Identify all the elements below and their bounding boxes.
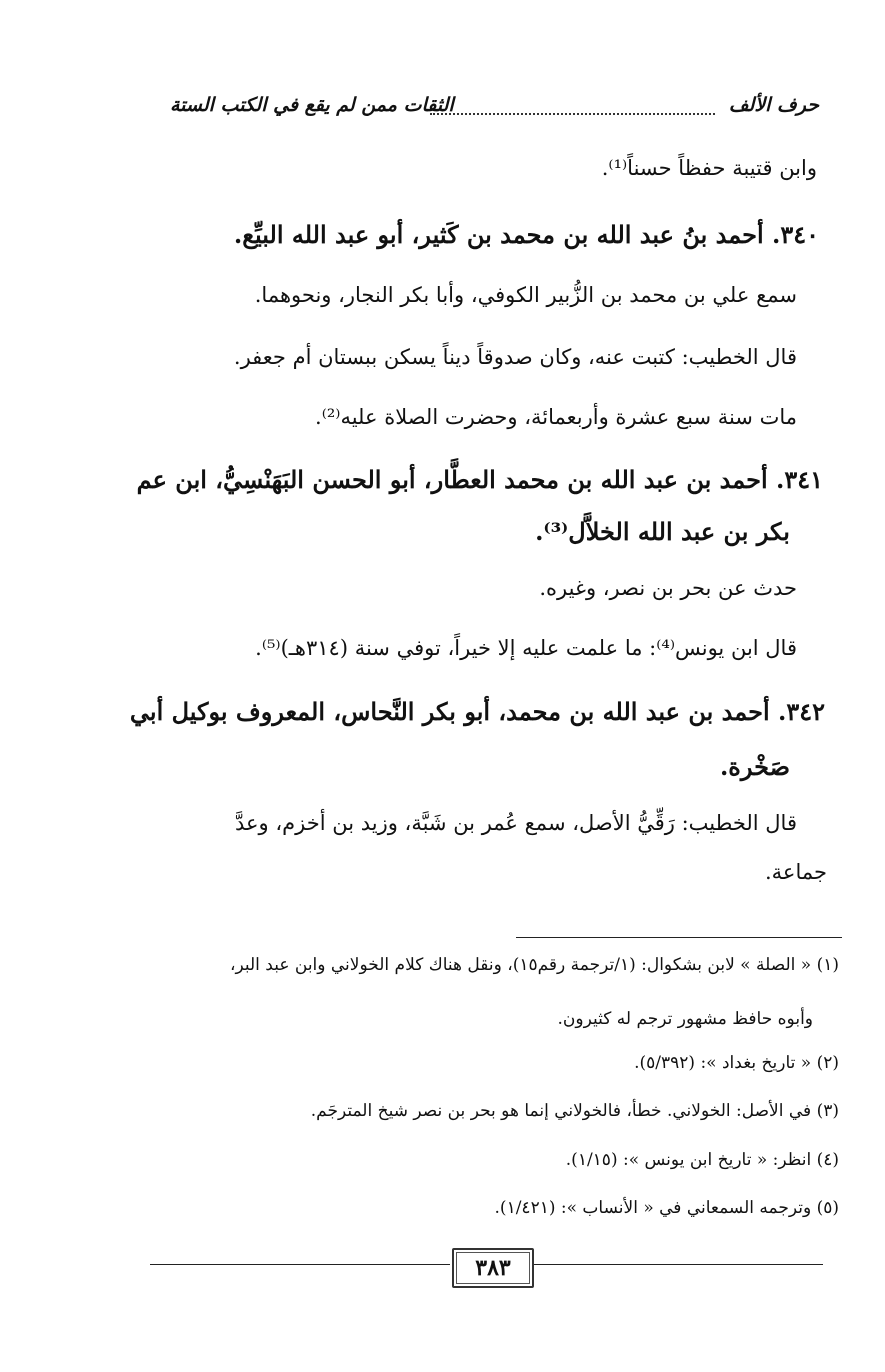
entry-341-line-1: حدث عن بحر بن نصر، وغيره. bbox=[539, 576, 797, 600]
header-title: الثقات ممن لم يقع في الكتب الستة bbox=[170, 94, 454, 116]
entry-340-line-1: سمع علي بن محمد بن الزُّبير الكوفي، وأبا بكر النجار، ونحوهما. bbox=[254, 283, 797, 307]
entry-340-title: ٣٤٠. أحمد بنُ عبد الله بن محمد بن كَثير، أبو عبد الله البيِّع. bbox=[233, 220, 819, 249]
footnote-rule bbox=[516, 937, 842, 938]
footnote-1: (١) « الصلة » لابن بشكوال: (١/ترجمة رقم١٥)، ونقل هناك كلام الخولاني وابن عبد البر، bbox=[229, 955, 839, 975]
entry-341-title-line-2: بكر بن عبد الله الخلاَّل⁽³⁾. bbox=[535, 517, 790, 546]
page-rule-left bbox=[150, 1264, 450, 1265]
entry-340-line-2: قال الخطيب: كتبت عنه، وكان صدوقاً ديناً يسكن ببستان أم جعفر. bbox=[233, 345, 797, 369]
footnote-5: (٥) وترجمه السمعاني في « الأنساب »: (١/٤٢١). bbox=[494, 1198, 839, 1218]
page-rule-right bbox=[533, 1264, 823, 1265]
intro-line: وابن قتيبة حفظاً حسناً⁽¹⁾. bbox=[601, 156, 817, 180]
entry-340-line-3: مات سنة سبع عشرة وأربعمائة، وحضرت الصلاة عليه⁽²⁾. bbox=[315, 405, 797, 429]
entry-342-title-line-2: صَخْرة. bbox=[719, 752, 790, 781]
entry-342-line-1: قال الخطيب: رَقِّيُّ الأصل، سمع عُمر بن شَبَّة، وزيد بن أخزم، وعدَّ bbox=[234, 811, 797, 835]
entry-341-title-line-1: ٣٤١. أحمد بن عبد الله بن محمد العطَّار، أبو الحسن البَهَنْسِيُّ، ابن عم bbox=[136, 465, 823, 494]
header-section: حرف الألف bbox=[728, 94, 819, 116]
footnote-4: (٤) انظر: « تاريخ ابن يونس »: (١/١٥). bbox=[565, 1150, 839, 1170]
entry-342-title-line-1: ٣٤٢. أحمد بن عبد الله بن محمد، أبو بكر النَّحاس، المعروف بوكيل أبي bbox=[129, 697, 825, 726]
footnote-3: (٣) في الأصل: الخولاني. خطأ، فالخولاني إنما هو بحر بن نصر شيخ المترجَم. bbox=[310, 1101, 839, 1121]
running-header bbox=[170, 94, 819, 130]
page-number: ٣٨٣ bbox=[452, 1248, 534, 1288]
footnote-1-cont: وأبوه حافظ مشهور ترجم له كثيرون. bbox=[557, 1009, 813, 1029]
header-dots bbox=[430, 113, 715, 115]
footnote-2: (٢) « تاريخ بغداد »: (٥/٣٩٢). bbox=[634, 1053, 839, 1073]
entry-342-line-2: جماعة. bbox=[765, 860, 827, 884]
entry-341-line-2: قال ابن يونس⁽⁴⁾: ما علمت عليه إلا خيراً، توفي سنة (٣١٤هـ)⁽⁵⁾. bbox=[255, 636, 797, 660]
